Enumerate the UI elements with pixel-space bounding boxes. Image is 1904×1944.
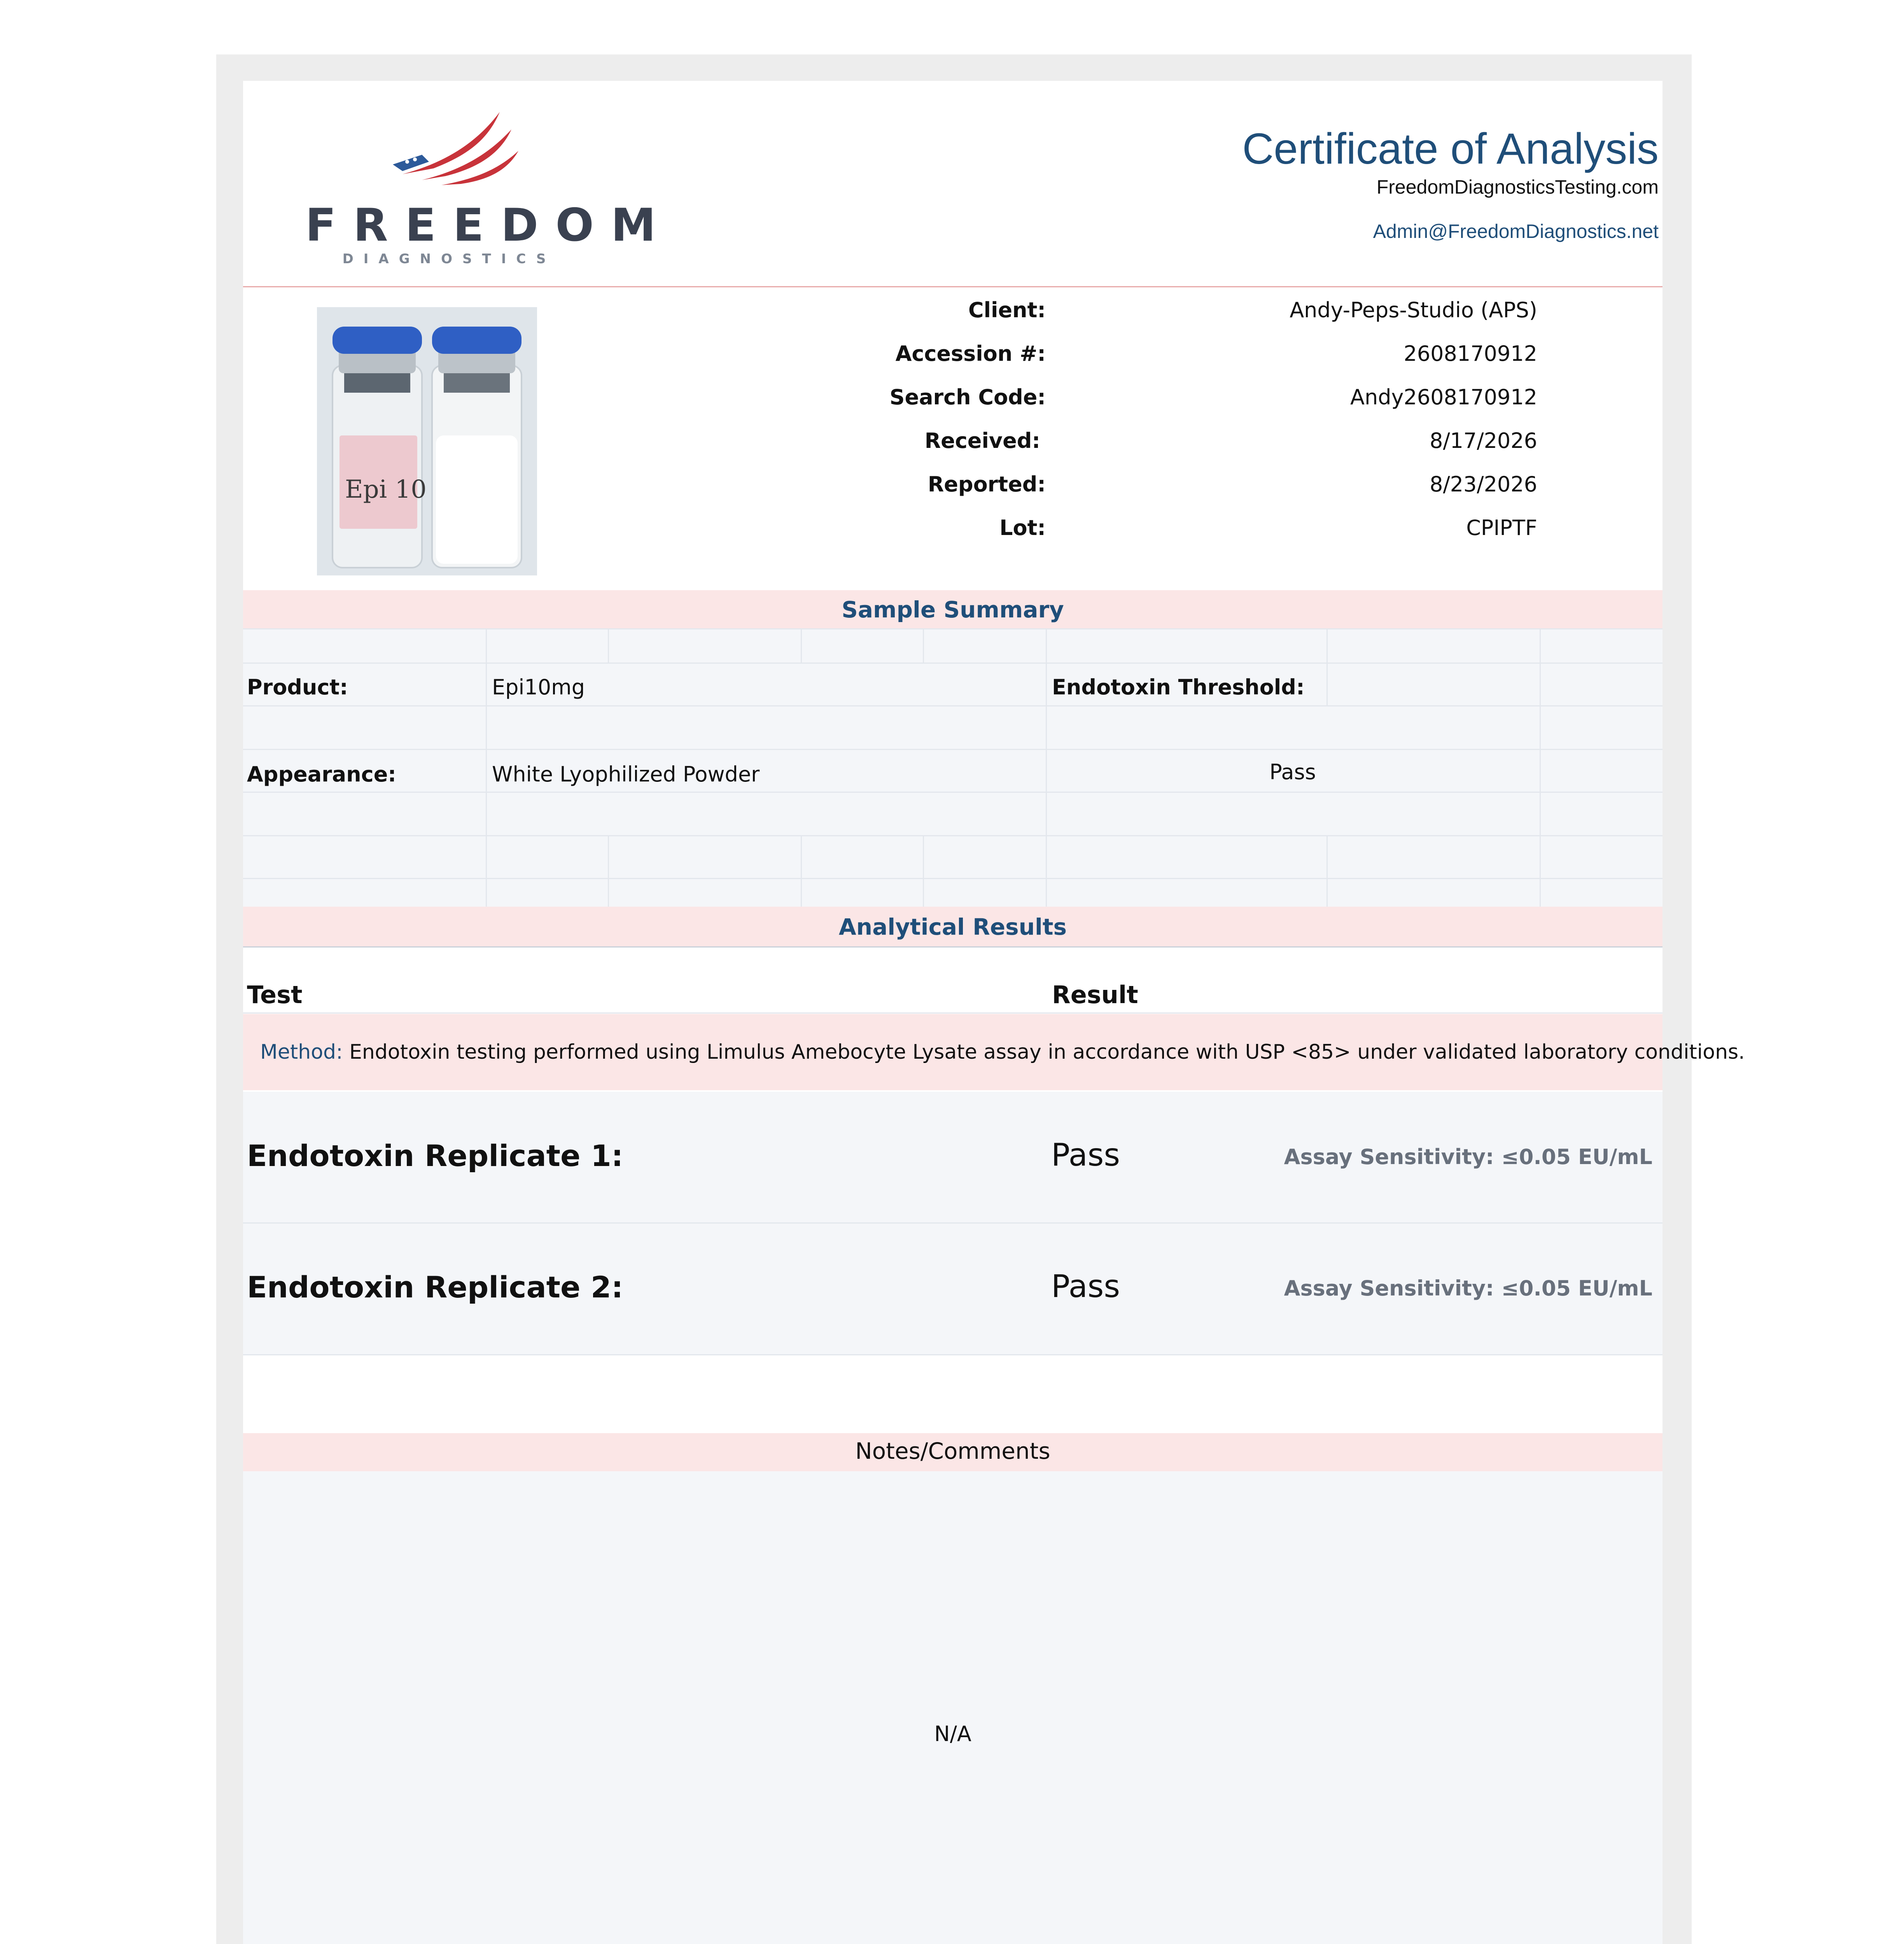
reported-label: Reported: [928, 472, 1046, 496]
replicate-1-result: Pass [1051, 1137, 1120, 1173]
appearance-label: Appearance: [247, 762, 396, 787]
client-label: Client: [968, 298, 1046, 322]
certificate-page [243, 81, 1745, 1944]
method-description [260, 1040, 1745, 1064]
results-header-divider [243, 946, 1662, 948]
notes-text: N/A [934, 1722, 971, 1746]
replicate-2-test: Endotoxin Replicate 2: [247, 1270, 623, 1304]
notes-body [243, 1471, 1662, 1944]
column-result-header: Result [1052, 981, 1138, 1009]
replicate-2-result: Pass [1051, 1268, 1120, 1304]
endotoxin-threshold-value: Pass [1269, 760, 1316, 784]
replicate-1-sensitivity: Assay Sensitivity: ≤0.05 EU/mL [1284, 1145, 1652, 1169]
lot-value: CPIPTF [1466, 516, 1537, 540]
sample-summary-title: Sample Summary [842, 596, 1064, 623]
vial-label-text: Epi 10 [345, 475, 427, 504]
logo-wordmark: FREEDOM [305, 199, 673, 252]
eagle-flag-icon [305, 96, 593, 198]
sample-vial-photo [317, 307, 537, 575]
method-prefix: Method: [260, 1040, 343, 1064]
logo-subtitle: DIAGNOSTICS [342, 251, 556, 267]
header-divider [243, 286, 1662, 287]
replicate-1-test: Endotoxin Replicate 1: [247, 1138, 623, 1173]
document-title: Certificate of Analysis [1242, 124, 1659, 173]
lot-label: Lot: [999, 516, 1046, 540]
appearance-value: White Lyophilized Powder [492, 762, 760, 787]
freedom-diagnostics-logo [305, 96, 673, 267]
reported-value: 8/23/2026 [1430, 472, 1537, 496]
notes-title: Notes/Comments [855, 1438, 1050, 1464]
search-code-value: Andy2608170912 [1350, 385, 1537, 409]
header-email-link[interactable]: Admin@FreedomDiagnostics.net [1373, 220, 1659, 242]
header-website-link[interactable]: FreedomDiagnosticsTesting.com [1376, 176, 1659, 198]
product-label: Product: [247, 675, 348, 699]
column-header-divider [243, 1012, 1662, 1014]
endotoxin-threshold-label: Endotoxin Threshold: [1052, 675, 1305, 699]
received-value: 8/17/2026 [1430, 428, 1537, 453]
client-value: Andy-Peps-Studio (APS) [1290, 298, 1537, 322]
row-divider [243, 1354, 1662, 1355]
column-test-header: Test [247, 981, 303, 1009]
accession-value: 2608170912 [1404, 341, 1537, 366]
received-label: Received: [924, 428, 1040, 453]
method-text: Endotoxin testing performed using Limulus Amebocyte Lysate assay in accordance with USP <85> under validated laboratory conditions. [349, 1040, 1745, 1064]
search-code-label: Search Code: [889, 385, 1046, 409]
accession-label: Accession #: [895, 341, 1046, 366]
analytical-results-title: Analytical Results [838, 914, 1067, 940]
replicate-2-sensitivity: Assay Sensitivity: ≤0.05 EU/mL [1284, 1276, 1652, 1301]
product-value: Epi10mg [492, 675, 585, 699]
